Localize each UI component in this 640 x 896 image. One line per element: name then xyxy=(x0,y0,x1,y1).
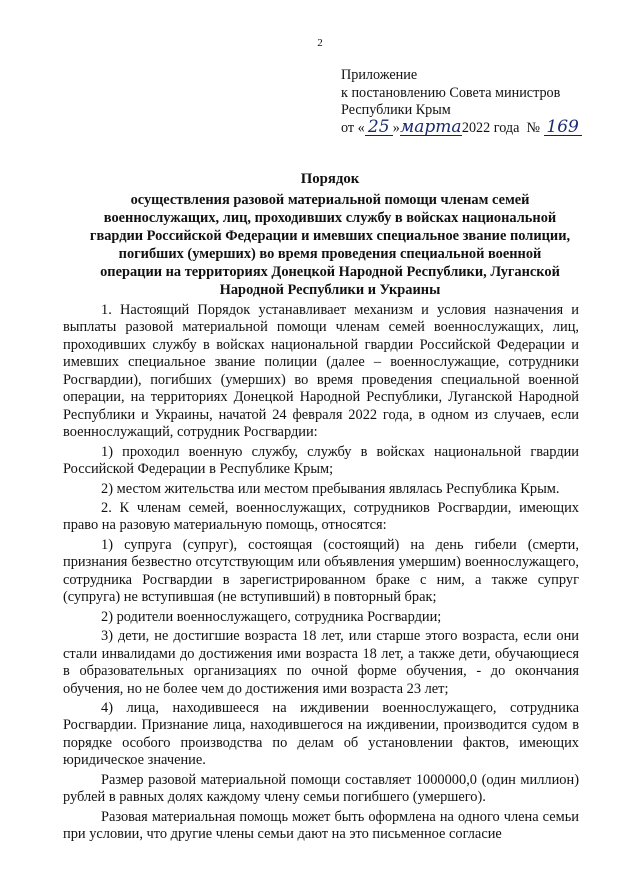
title-heading: Порядок xyxy=(300,171,360,187)
title-line-5: операции на территориях Донецкой Народной Республики, Луганской xyxy=(100,264,560,280)
paragraph-2-item-4: 4) лица, находившееся на иждивении военнослужащего, сотрудника Росгвардии. Признание лица, находившегося на иждивении, производится судом в порядке особого производства по делам об установлении фактов, имеющих юридическое значение. xyxy=(63,699,579,769)
title-line-6: Народной Республики и Украины xyxy=(219,282,441,298)
date-quote-close: » xyxy=(392,119,400,136)
paragraph-2-item-3: 3) дети, не достигшие возраста 18 лет, или старше этого возраста, если они стали инвалидами до достижения ими возраста 18 лет, а также дети, обучающиеся в образовательных организациях по очной форме обучения, - до окончания обучения, но не более чем до достижения ими возраста 23 лет; xyxy=(63,628,579,697)
paragraph-2-item-2: 2) родители военнослужащего, сотрудника Росгвардии; xyxy=(101,608,442,625)
appendix-resolution-line: к постановлению Совета министров xyxy=(341,84,561,101)
number-sign: № xyxy=(526,119,541,136)
paragraph-amount: Размер разовой материальной помощи составляет 1000000,0 (один миллион) рублей в равных долях каждому члену семьи погибшего (умершего). xyxy=(63,771,579,806)
title-line-1: осуществления разовой материальной помощи членам семей xyxy=(130,192,530,208)
date-year: 2022 года xyxy=(461,119,520,136)
paragraph-1: 1. Настоящий Порядок устанавливает механизм и условия назначения и выплаты разовой материальной помощи членам семей военнослужащих, лиц, проходивших службу в войсках национальной гвардии Российской Федерации и имевших специальное звание полиции (далее – военнослужащие, сотрудники Росгвардии), погибших (умерших) во время проведения специальной военной операции, на территориях Донецкой Народной Республики, Луганской Народной Республики и Украины, начатой 24 февраля 2022 года, в одном из случаев, если военнослужащий, сотрудник Росгвардии: xyxy=(63,302,579,441)
handwritten-number: 169 xyxy=(544,120,582,136)
title-line-2: военнослужащих, лиц, проходивших службу в войсках национальной xyxy=(103,210,557,226)
paragraph-2: 2. К членам семей, военнослужащих, сотрудников Росгвардии, имеющих право на разовую материальную помощь, относятся: xyxy=(63,499,579,534)
page-number: 2 xyxy=(317,37,323,49)
appendix-date-line xyxy=(341,116,582,138)
paragraph-single-member: Разовая материальная помощь может быть оформлена на одного члена семьи при условии, что другие члены семьи дают на это письменное согласие xyxy=(63,808,579,843)
appendix-label: Приложение xyxy=(341,67,418,83)
appendix-republic-line: Республики Крым xyxy=(341,102,451,118)
title-line-4: погибших (умерших) во время проведения специальной военной xyxy=(118,246,542,262)
paragraph-1-item-1: 1) проходил военную службу, службу в войсках национальной гвардии Российской Федерации в Республике Крым; xyxy=(63,443,579,478)
title-line-3: гвардии Российской Федерации и имевших специальное звание полиции, xyxy=(89,228,571,244)
paragraph-2-item-1: 1) супруга (супруг), состоящая (состоящий) на день гибели (смерти, признания безвестно отсутствующим или объявления умершим) военнослужащего, сотрудника Росгвардии в зарегистрированном браке с ним, а также супруг (супруга) не вступившая (не вступивший) в повторный брак; xyxy=(63,536,579,606)
handwritten-month: марта xyxy=(400,116,462,137)
handwritten-day: 25 xyxy=(365,120,393,136)
document-body xyxy=(63,302,579,846)
appendix-header xyxy=(341,67,582,137)
document-title xyxy=(60,170,600,299)
paragraph-1-item-2: 2) местом жительства или местом пребывания являлась Республика Крым. xyxy=(101,480,560,497)
date-prefix: от « xyxy=(341,119,365,136)
